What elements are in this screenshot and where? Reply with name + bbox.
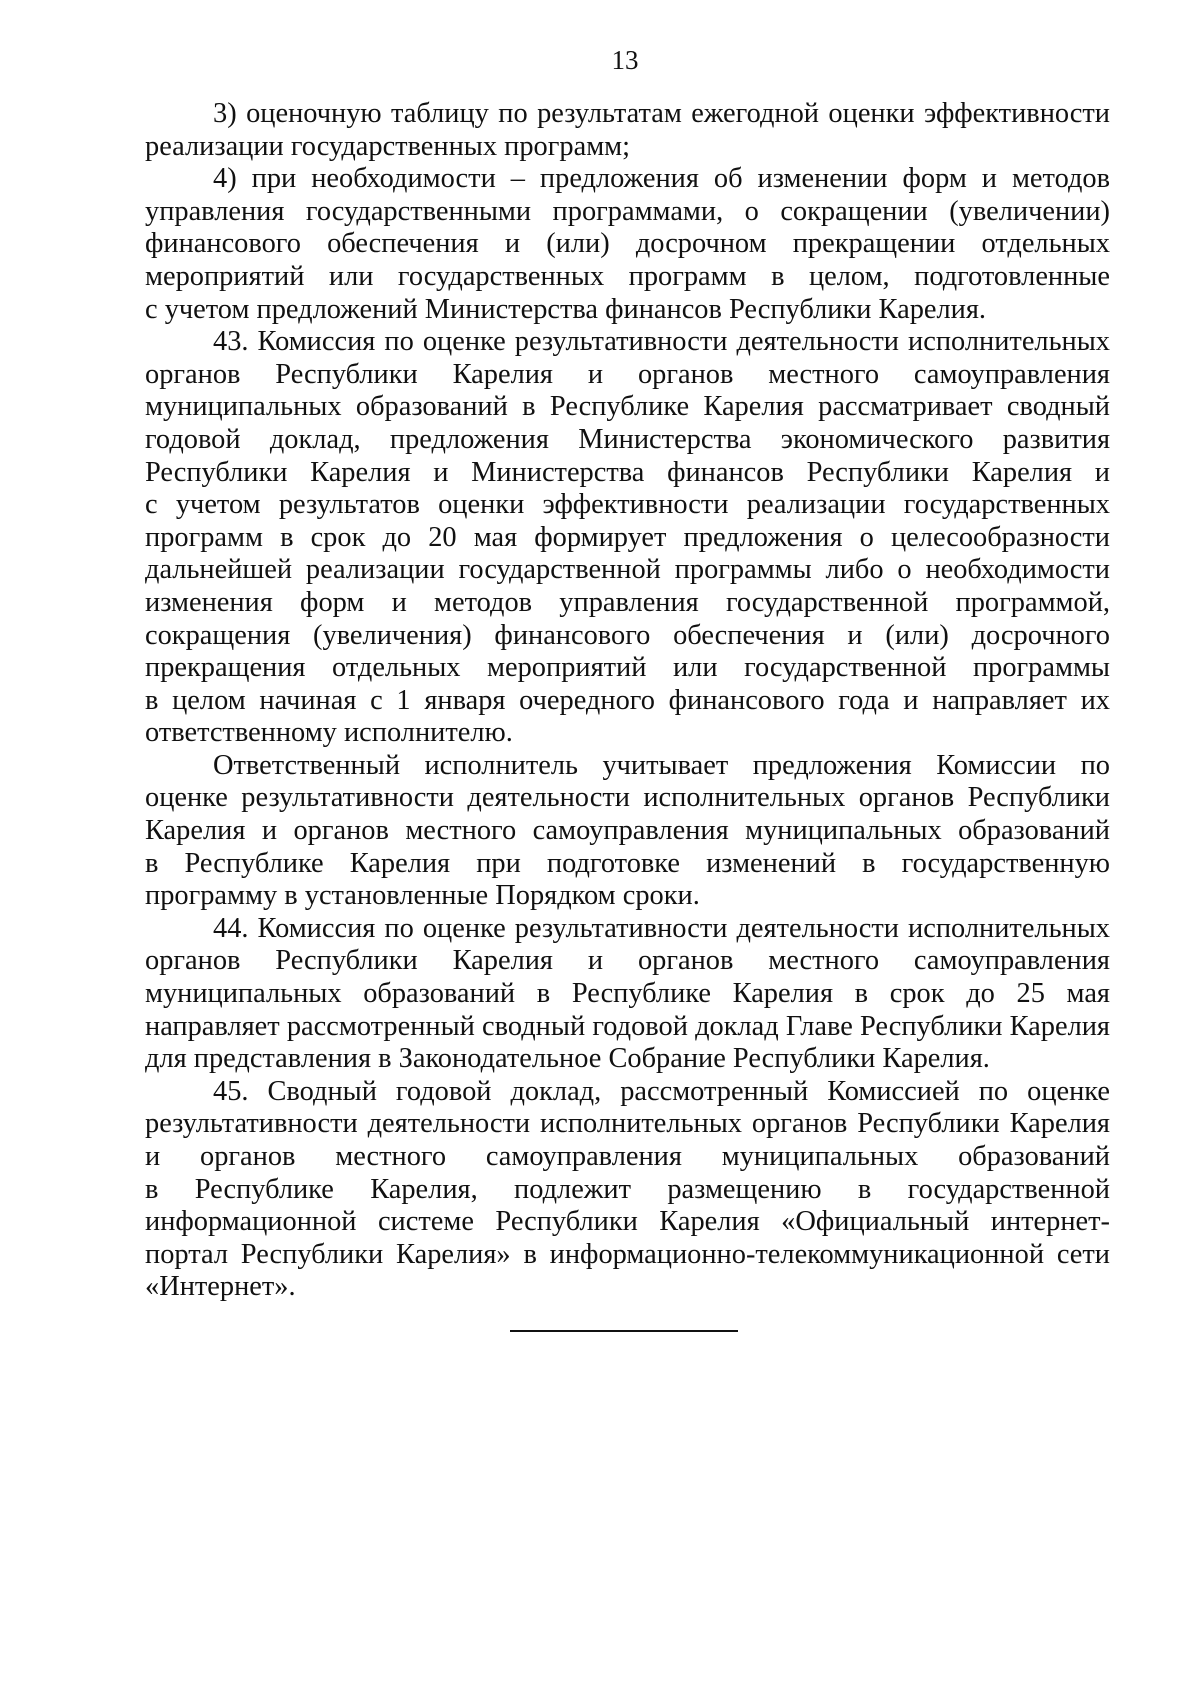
paragraph-clause-43: 43. Комиссия по оценке результативности деятельности исполнительных органов Республики Карелия и органов местного самоуправления муниципальных образований в Республике Карелия рассматривает сводный годовой доклад, предложения Министерства экономического развития Республики Карелия и Министерства финансов Республики Карелия и с учетом результатов оценки эффективности реализации государственных программ в срок до 20 мая формирует предложения о целесообразности дальнейшей реализации государственной программы либо о необходимости изменения форм и методов управления государственной программой, сокращения (увеличения) финансового обеспечения и (или) досрочного прекращения отдельных мероприятий или государственной программы в целом начиная с 1 января очередного финансового года и направляет их ответственному исполнителю. — [145, 326, 1110, 749]
page-number: 13 — [611, 45, 639, 75]
document-body — [145, 98, 1110, 1304]
paragraph-responsible-executor: Ответственный исполнитель учитывает предложения Комиссии по оценке результативности деятельности исполнительных органов Республики Карелия и органов местного самоуправления муниципальных образований в Республике Карелия при подготовке изменений в государственную программу в установленные Порядком сроки. — [145, 749, 1110, 912]
paragraph-item-4: 4) при необходимости – предложения об изменении форм и методов управления государственными программами, о сокращении (увеличении) финансового обеспечения и (или) досрочном прекращении отдельных мероприятий или государственных программ в целом, подготовленные с учетом предложений Министерства финансов Республики Карелия. — [145, 163, 1110, 325]
paragraph-item-3: 3) оценочную таблицу по результатам ежегодной оценки эффективности реализации государственных программ; — [145, 98, 1110, 162]
paragraph-clause-44: 44. Комиссия по оценке результативности деятельности исполнительных органов Республики Карелия и органов местного самоуправления муниципальных образований в Республике Карелия в срок до 25 мая направляет рассмотренный сводный годовой доклад Главе Республики Карелия для представления в Законодательное Собрание Республики Карелия. — [145, 912, 1110, 1075]
paragraph-clause-45: 45. Сводный годовой доклад, рассмотренный Комиссией по оценке результативности деятельности исполнительных органов Республики Карелия и органов местного самоуправления муниципальных образований в Республике Карелия, подлежит размещению в государственной информационной системе Республики Карелия «Официальный интернет-портал Республики Карелия» в информационно-телекоммуникационной сети «Интернет». — [145, 1075, 1110, 1303]
end-separator-line — [510, 1330, 738, 1332]
